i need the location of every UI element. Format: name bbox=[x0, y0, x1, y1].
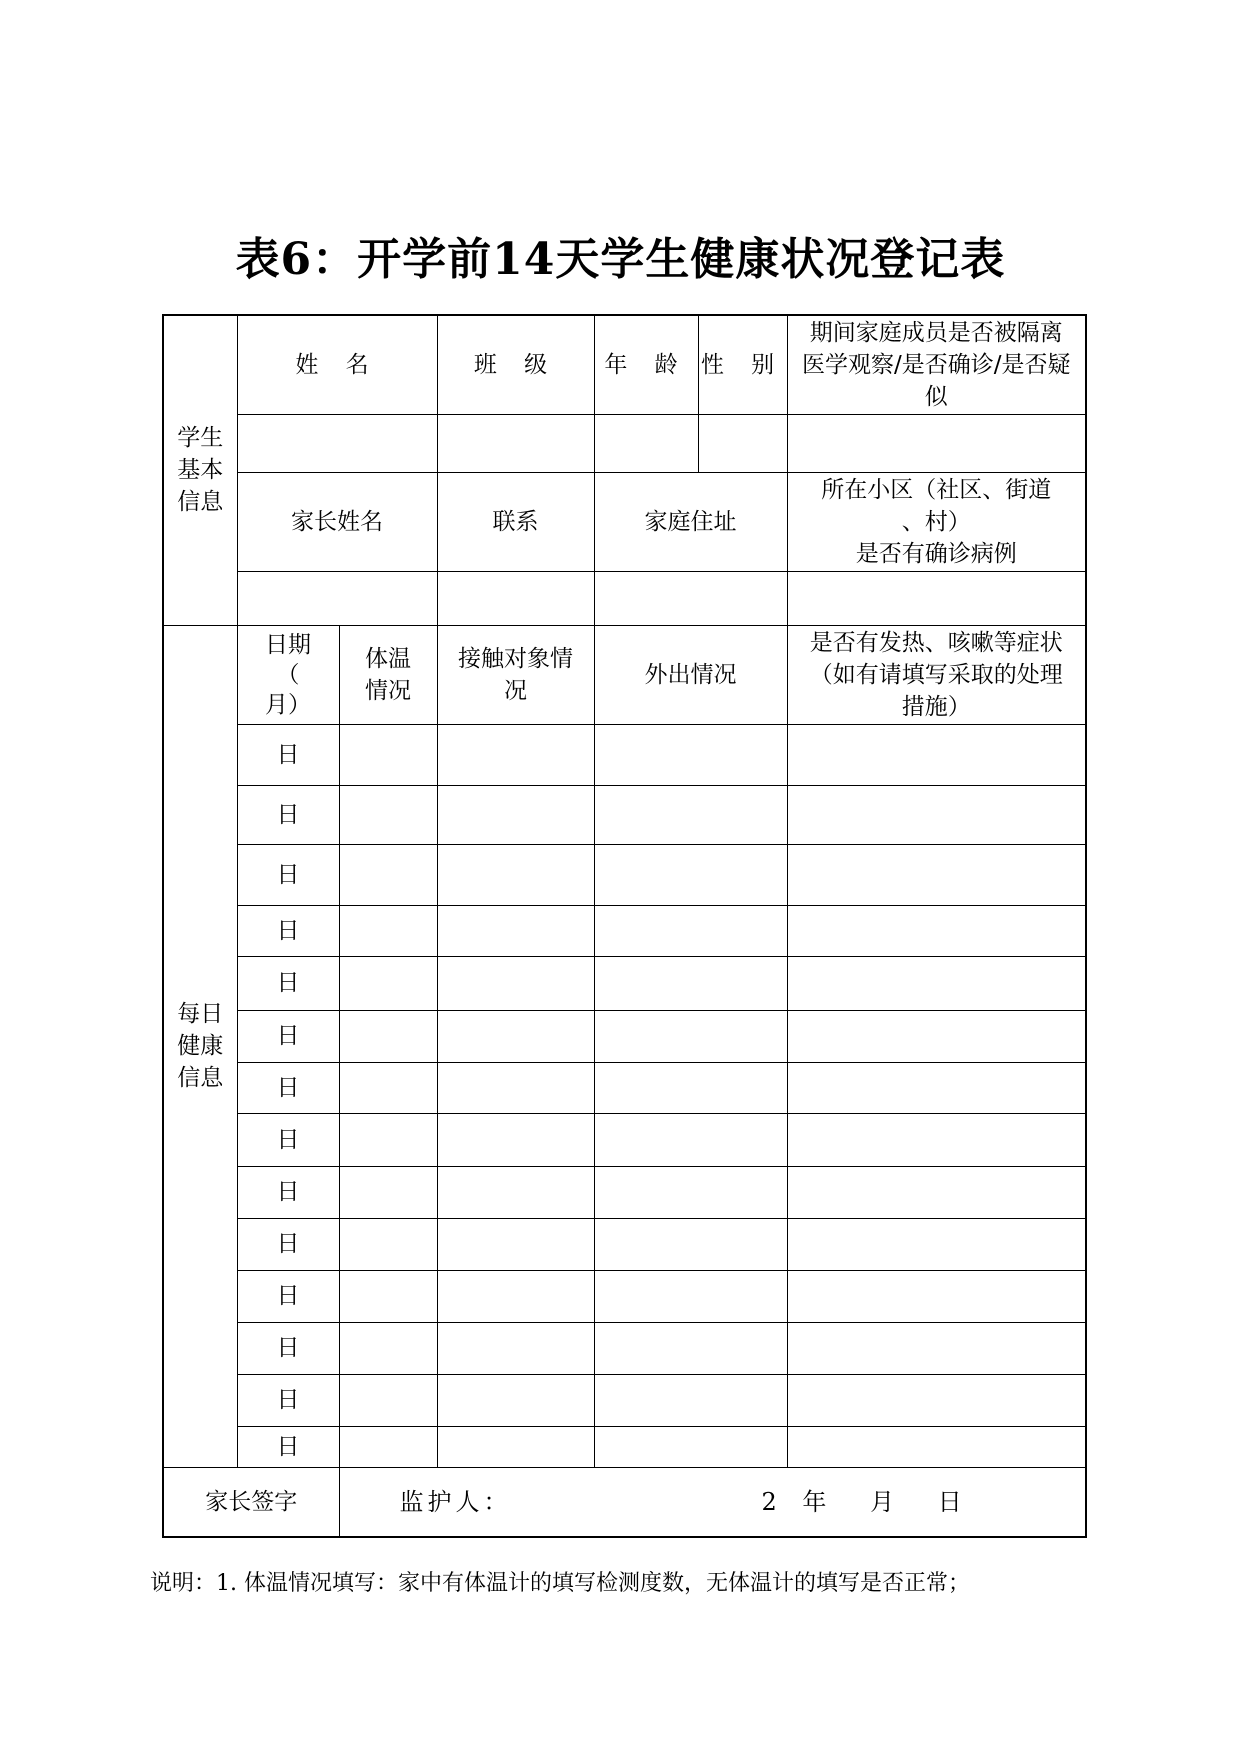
field-parent-name[interactable] bbox=[237, 571, 437, 625]
field-temperature[interactable] bbox=[339, 1166, 437, 1218]
field-temperature[interactable] bbox=[339, 724, 437, 785]
field-contact-person[interactable] bbox=[437, 1270, 594, 1322]
field-contact[interactable] bbox=[437, 571, 594, 625]
header-age: 年 龄 bbox=[594, 315, 698, 414]
field-outing[interactable] bbox=[594, 724, 787, 785]
field-class[interactable] bbox=[437, 414, 594, 472]
table-row bbox=[163, 1010, 1086, 1062]
community-line-2: 、村） bbox=[901, 508, 971, 535]
field-temperature[interactable] bbox=[339, 905, 437, 956]
page-title: 表6：开学前14天学生健康状况登记表 bbox=[235, 234, 1006, 285]
guardian-label: 监护人： bbox=[399, 1487, 512, 1516]
day-label: 日 bbox=[237, 1218, 339, 1270]
table-row bbox=[163, 1166, 1086, 1218]
field-temperature[interactable] bbox=[339, 844, 437, 905]
month-label: 月 bbox=[870, 1487, 895, 1516]
field-contact-person[interactable] bbox=[437, 956, 594, 1010]
field-temperature[interactable] bbox=[339, 1062, 437, 1113]
table-row bbox=[163, 1218, 1086, 1270]
year-label: 年 bbox=[802, 1487, 827, 1516]
field-symptoms[interactable] bbox=[787, 1322, 1086, 1374]
field-symptoms[interactable] bbox=[787, 785, 1086, 844]
day-label: 日 bbox=[237, 724, 339, 785]
day-label: 日 bbox=[237, 785, 339, 844]
day-label: 日 bbox=[237, 1426, 339, 1467]
field-outing[interactable] bbox=[594, 1062, 787, 1113]
field-gender[interactable] bbox=[698, 414, 787, 472]
field-symptoms[interactable] bbox=[787, 1374, 1086, 1426]
field-contact-person[interactable] bbox=[437, 1113, 594, 1166]
table-row bbox=[163, 1270, 1086, 1322]
header-class: 班 级 bbox=[437, 315, 594, 414]
field-temperature[interactable] bbox=[339, 1374, 437, 1426]
day-label: 日 bbox=[237, 1113, 339, 1166]
field-outing[interactable] bbox=[594, 1374, 787, 1426]
signature-label: 家长签字 bbox=[163, 1467, 339, 1537]
field-contact-person[interactable] bbox=[437, 1374, 594, 1426]
field-isolation[interactable] bbox=[787, 414, 1086, 472]
field-symptoms[interactable] bbox=[787, 1010, 1086, 1062]
table-row bbox=[163, 1374, 1086, 1426]
field-contact-person[interactable] bbox=[437, 1426, 594, 1467]
header-symptoms: 是否有发热、咳嗽等症状（如有请填写采取的处理措施） bbox=[787, 625, 1086, 724]
field-outing[interactable] bbox=[594, 785, 787, 844]
community-line-3: 是否有确诊病例 bbox=[855, 540, 1017, 567]
day-label: 日 bbox=[237, 1166, 339, 1218]
field-outing[interactable] bbox=[594, 1113, 787, 1166]
field-temperature[interactable] bbox=[339, 1218, 437, 1270]
field-contact-person[interactable] bbox=[437, 785, 594, 844]
field-outing[interactable] bbox=[594, 1426, 787, 1467]
field-outing[interactable] bbox=[594, 1270, 787, 1322]
field-contact-person[interactable] bbox=[437, 1322, 594, 1374]
field-contact-person[interactable] bbox=[437, 724, 594, 785]
field-age[interactable] bbox=[594, 414, 698, 472]
field-symptoms[interactable] bbox=[787, 905, 1086, 956]
year-number: 2 bbox=[761, 1487, 777, 1516]
table-row bbox=[163, 956, 1086, 1010]
field-outing[interactable] bbox=[594, 905, 787, 956]
table-row bbox=[163, 1113, 1086, 1166]
day-label-signature: 日 bbox=[937, 1487, 962, 1516]
day-label: 日 bbox=[237, 844, 339, 905]
field-symptoms[interactable] bbox=[787, 1113, 1086, 1166]
header-gender: 性 别 bbox=[698, 315, 787, 414]
field-temperature[interactable] bbox=[339, 1010, 437, 1062]
field-contact-person[interactable] bbox=[437, 1062, 594, 1113]
table-row bbox=[163, 844, 1086, 905]
header-temperature: 体温 情况 bbox=[339, 625, 437, 724]
table-row bbox=[163, 785, 1086, 844]
section-student-basic-info: 学生 基本 信息 bbox=[163, 315, 237, 625]
field-contact-person[interactable] bbox=[437, 844, 594, 905]
day-label: 日 bbox=[237, 1270, 339, 1322]
field-temperature[interactable] bbox=[339, 1322, 437, 1374]
day-label: 日 bbox=[237, 1062, 339, 1113]
header-contact-person: 接触对象情况 bbox=[437, 625, 594, 724]
table-row bbox=[163, 905, 1086, 956]
day-label: 日 bbox=[237, 905, 339, 956]
field-symptoms[interactable] bbox=[787, 1270, 1086, 1322]
community-line-1: 所在小区（社区、街道 bbox=[821, 476, 1052, 503]
field-symptoms[interactable] bbox=[787, 724, 1086, 785]
field-symptoms[interactable] bbox=[787, 844, 1086, 905]
field-temperature[interactable] bbox=[339, 1113, 437, 1166]
day-label: 日 bbox=[237, 1374, 339, 1426]
field-temperature[interactable] bbox=[339, 956, 437, 1010]
health-registration-table bbox=[162, 314, 1087, 1538]
field-outing[interactable] bbox=[594, 1218, 787, 1270]
table-row bbox=[163, 724, 1086, 785]
section-daily-health-info: 每日 健康 信息 bbox=[163, 625, 237, 1467]
field-outing[interactable] bbox=[594, 1322, 787, 1374]
field-symptoms[interactable] bbox=[787, 1166, 1086, 1218]
header-date: 日期 （ 月） bbox=[237, 625, 339, 724]
day-label: 日 bbox=[237, 1322, 339, 1374]
header-parent-name: 家长姓名 bbox=[237, 472, 437, 571]
day-label: 日 bbox=[237, 1010, 339, 1062]
signature-field[interactable] bbox=[339, 1467, 1086, 1537]
table-row bbox=[163, 1426, 1086, 1467]
field-contact-person[interactable] bbox=[437, 1166, 594, 1218]
field-contact-person[interactable] bbox=[437, 1010, 594, 1062]
field-community[interactable] bbox=[787, 571, 1086, 625]
header-community bbox=[787, 472, 1086, 571]
header-name: 姓 名 bbox=[237, 315, 437, 414]
field-contact-person[interactable] bbox=[437, 905, 594, 956]
day-label: 日 bbox=[237, 956, 339, 1010]
field-outing[interactable] bbox=[594, 844, 787, 905]
field-name[interactable] bbox=[237, 414, 437, 472]
field-symptoms[interactable] bbox=[787, 1426, 1086, 1467]
table-row bbox=[163, 1322, 1086, 1374]
field-temperature[interactable] bbox=[339, 785, 437, 844]
field-symptoms[interactable] bbox=[787, 1062, 1086, 1113]
field-outing[interactable] bbox=[594, 956, 787, 1010]
field-symptoms[interactable] bbox=[787, 956, 1086, 1010]
field-address[interactable] bbox=[594, 571, 787, 625]
header-contact: 联系 bbox=[437, 472, 594, 571]
header-outing: 外出情况 bbox=[594, 625, 787, 724]
field-temperature[interactable] bbox=[339, 1426, 437, 1467]
field-outing[interactable] bbox=[594, 1166, 787, 1218]
field-contact-person[interactable] bbox=[437, 1218, 594, 1270]
header-isolation: 期间家庭成员是否被隔离医学观察/是否确诊/是否疑似 bbox=[787, 315, 1086, 414]
field-symptoms[interactable] bbox=[787, 1218, 1086, 1270]
signature-date bbox=[762, 1486, 962, 1518]
header-address: 家庭住址 bbox=[594, 472, 787, 571]
field-outing[interactable] bbox=[594, 1010, 787, 1062]
footnote: 说明：1. 体温情况填写：家中有体温计的填写检测度数，无体温计的填写是否正常； bbox=[150, 1571, 970, 1596]
table-row bbox=[163, 1062, 1086, 1113]
field-temperature[interactable] bbox=[339, 1270, 437, 1322]
